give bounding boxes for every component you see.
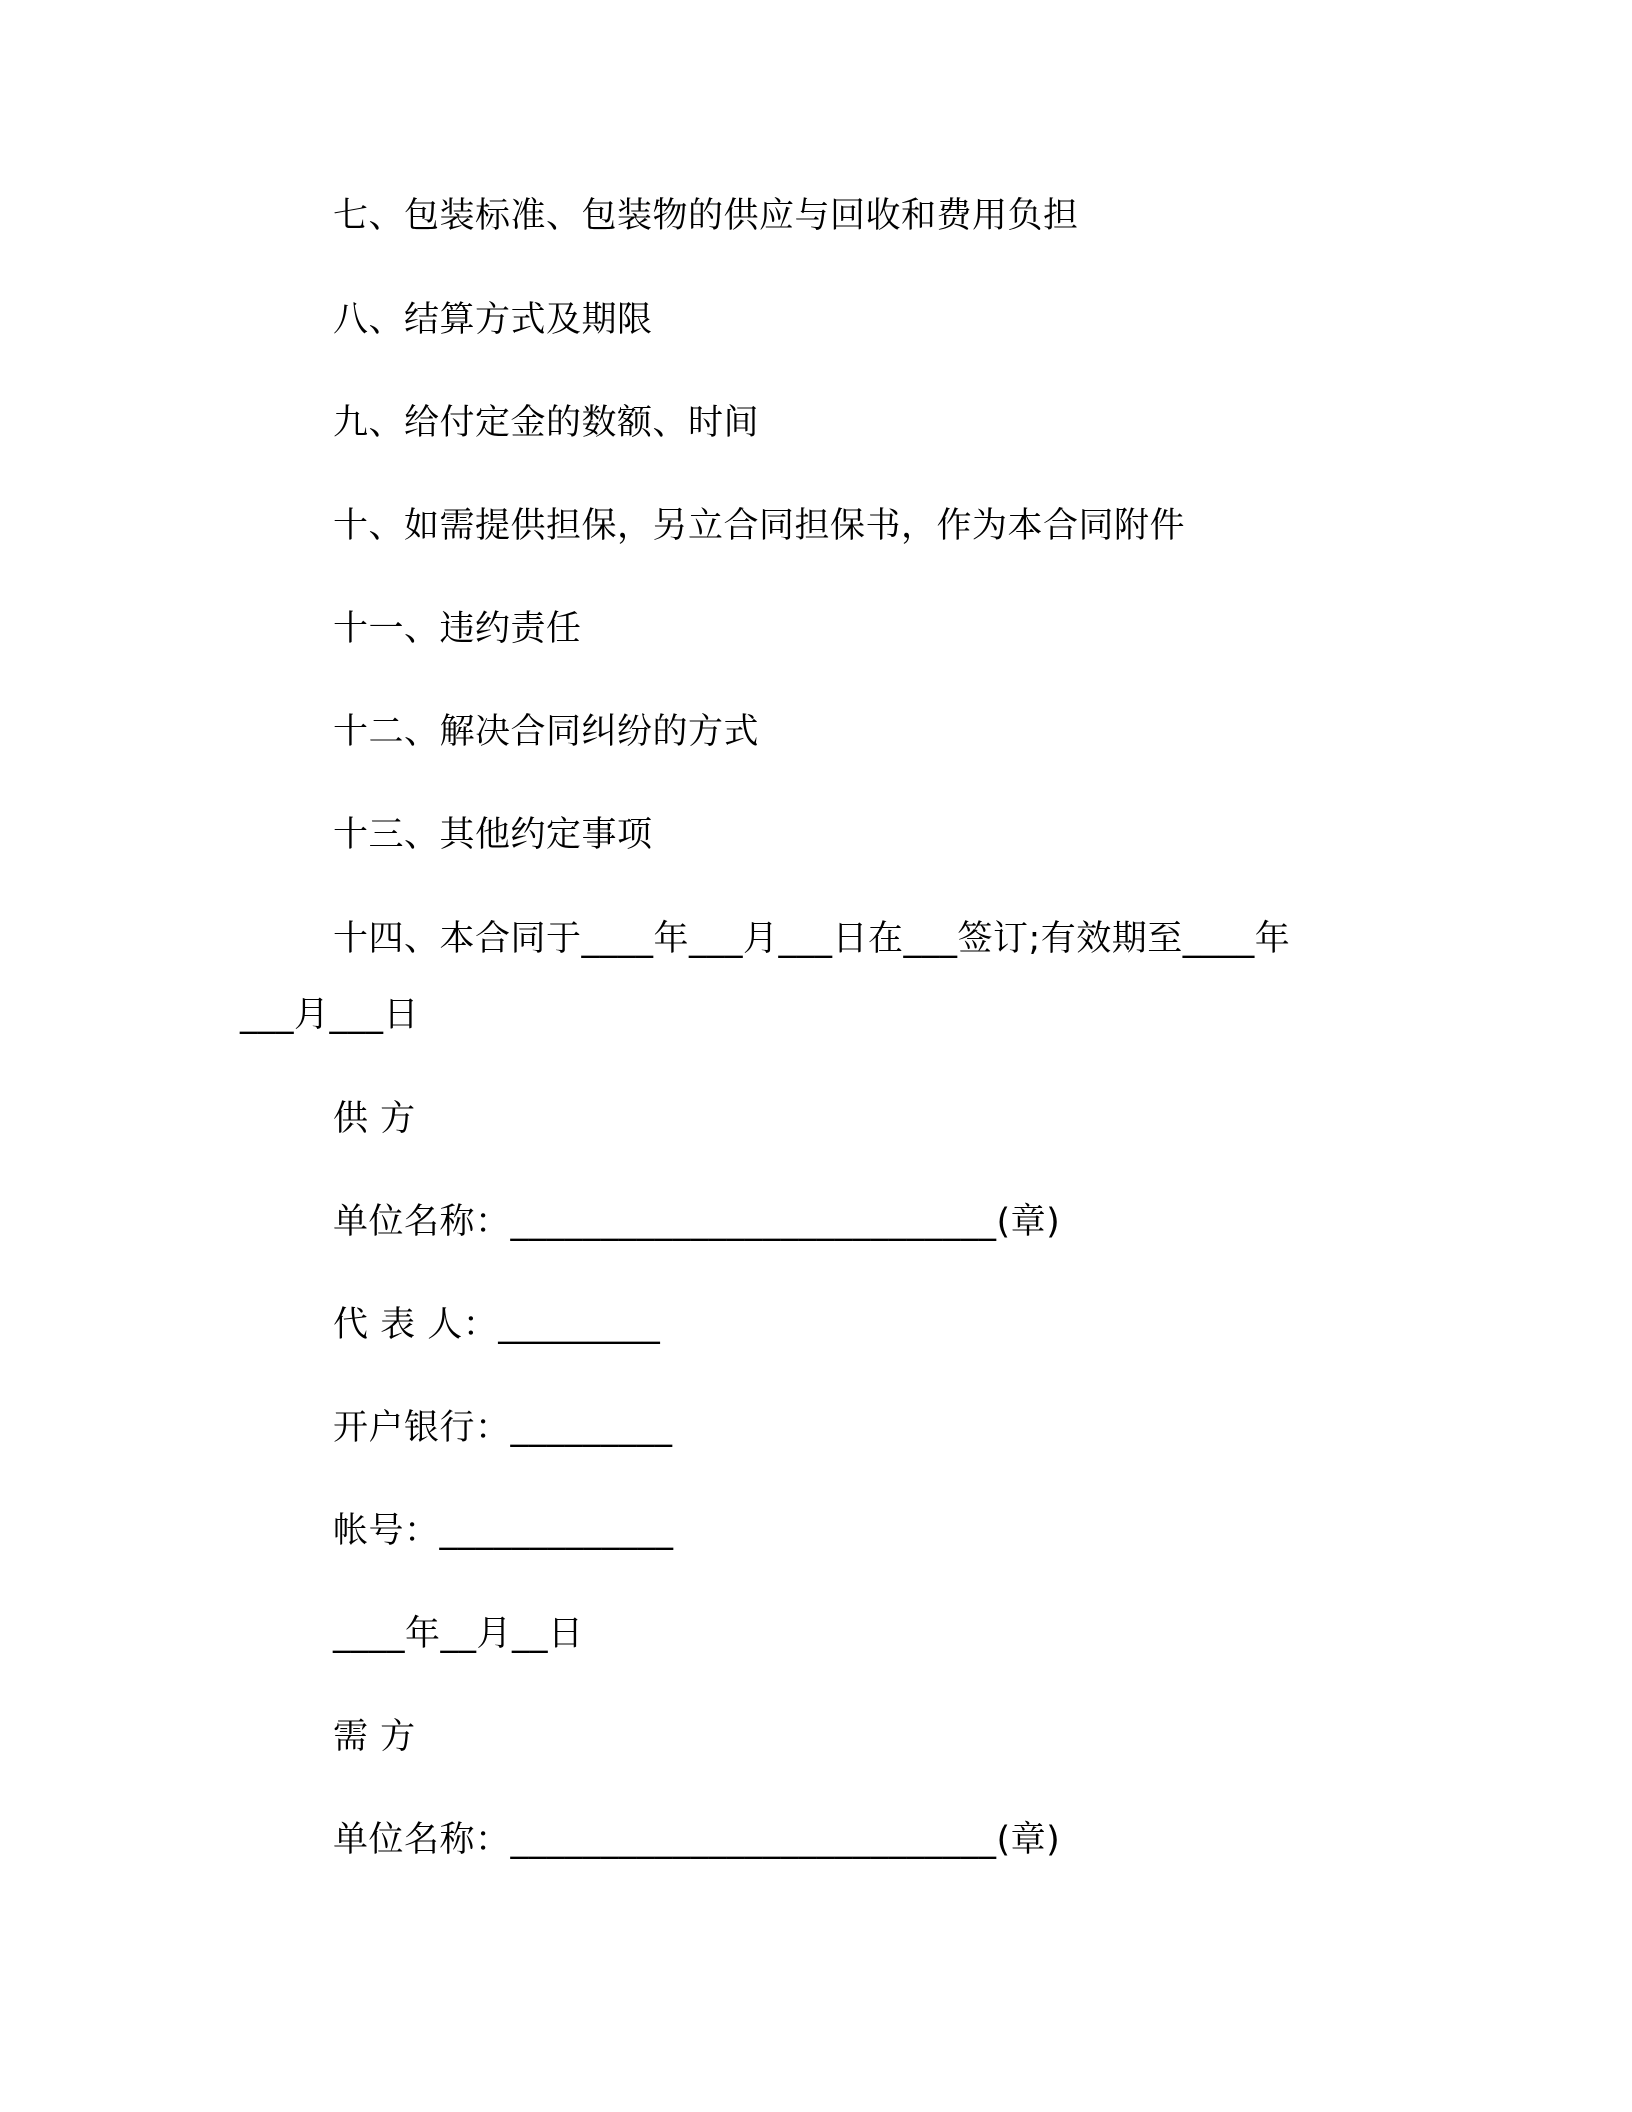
clause-13: 十三、其他约定事项 xyxy=(333,815,653,855)
clause-8: 八、结算方式及期限 xyxy=(333,300,653,340)
clause-9: 九、给付定金的数额、时间 xyxy=(333,403,760,443)
supplier-heading: 供 方 xyxy=(333,1099,416,1139)
clause-12: 十二、解决合同纠纷的方式 xyxy=(333,712,760,752)
supplier-representative: 代 表 人：_________ xyxy=(333,1305,661,1345)
clause-7: 七、包装标准、包装物的供应与回收和费用负担 xyxy=(333,196,1079,236)
buyer-company-name: 单位名称：___________________________(章) xyxy=(333,1820,1061,1860)
supplier-date: ____年__月__日 xyxy=(333,1614,584,1654)
buyer-heading: 需 方 xyxy=(333,1717,416,1757)
clause-14-line-1: 十四、本合同于____年___月___日在___签订;有效期至____年 xyxy=(333,919,1291,959)
clause-10: 十、如需提供担保，另立合同担保书，作为本合同附件 xyxy=(333,506,1186,546)
supplier-bank: 开户银行：_________ xyxy=(333,1408,673,1448)
supplier-account: 帐号：_____________ xyxy=(333,1511,674,1551)
supplier-company-name: 单位名称：___________________________(章) xyxy=(333,1202,1061,1242)
clause-14-line-2: ___月___日 xyxy=(240,995,420,1035)
clause-11: 十一、违约责任 xyxy=(333,609,582,649)
